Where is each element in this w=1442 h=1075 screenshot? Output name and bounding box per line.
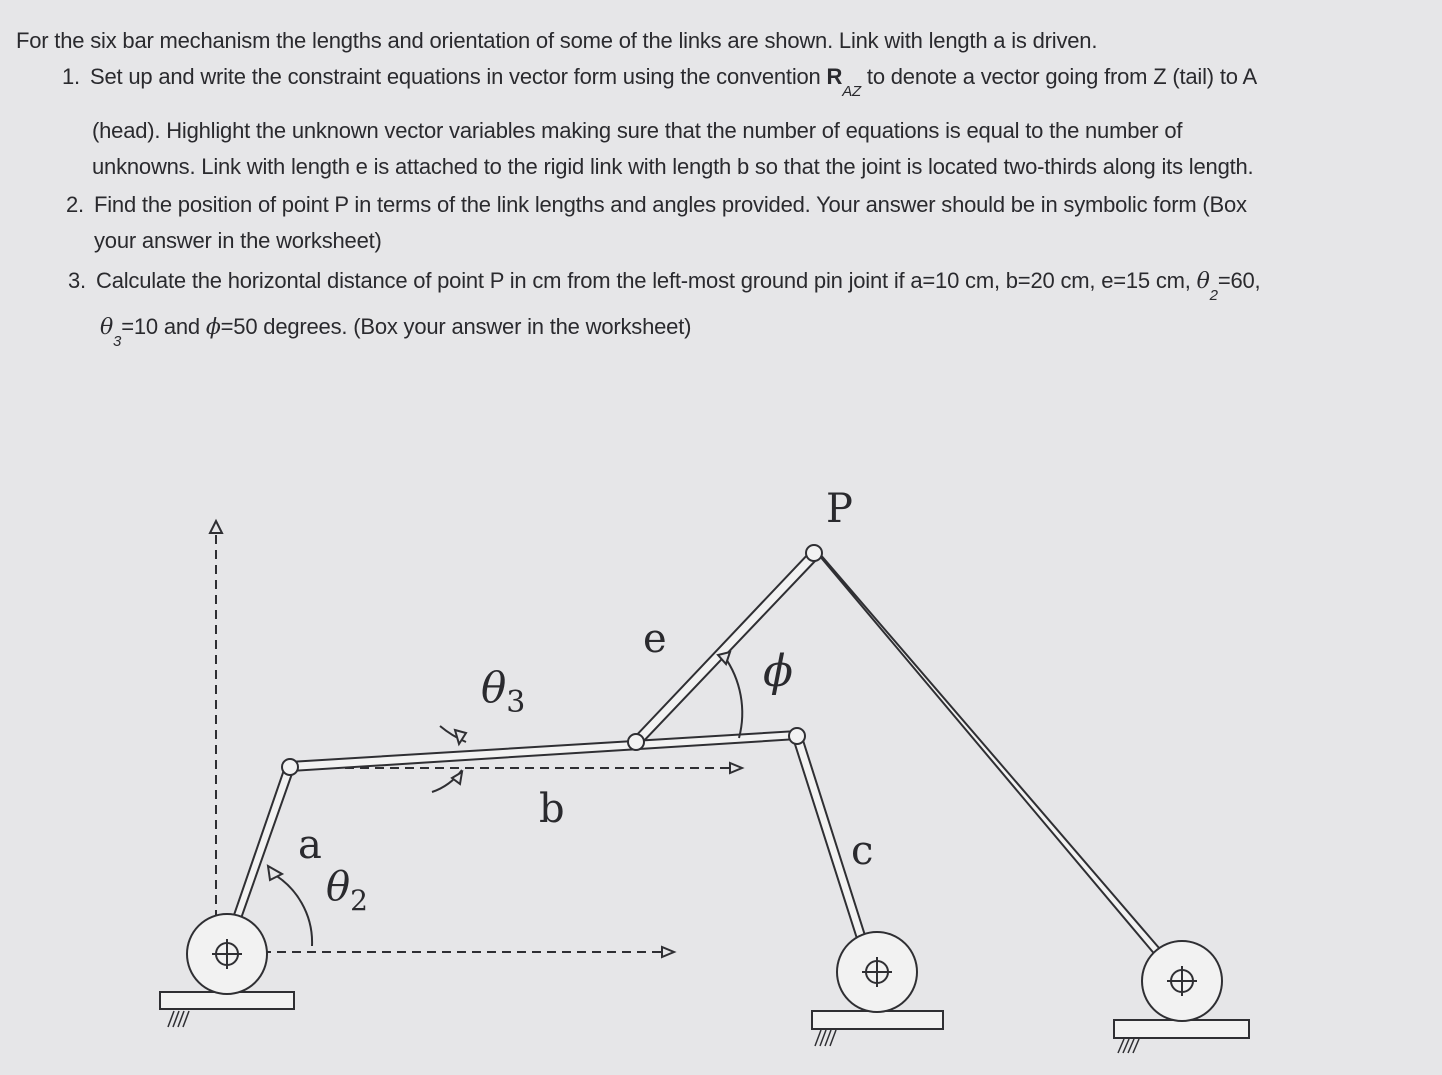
horizontal-reference-arrowhead bbox=[662, 947, 674, 957]
question-2-number: 2. bbox=[66, 192, 84, 217]
question-1-text-b: to denote a vector going from Z (tail) to A bbox=[861, 64, 1257, 89]
ground-hatch-left bbox=[168, 1011, 189, 1027]
label-a: a bbox=[298, 822, 322, 868]
theta-symbol: θ bbox=[1196, 269, 1210, 294]
label-phi: ϕ bbox=[763, 646, 793, 697]
phi-symbol: ϕ bbox=[205, 315, 221, 340]
coupler-reference-arrowhead bbox=[730, 763, 742, 773]
link-b bbox=[289, 731, 798, 771]
joint-b-c bbox=[789, 728, 805, 744]
question-3-text-a: Calculate the horizontal distance of point P in cm from the left-most ground pin joint if a=10 cm, b=20 cm, e=15 cm, bbox=[96, 268, 1197, 293]
question-1-line-2: (head). Highlight the unknown vector variables making sure that the number of equations is equal to the number of bbox=[92, 118, 1183, 143]
question-3-number: 3. bbox=[68, 268, 86, 293]
ground-hatch-right bbox=[1118, 1039, 1139, 1053]
problem-intro: For the six bar mechanism the lengths and orientation of some of the links are shown. Link with length a is driven. bbox=[16, 28, 1098, 53]
question-2-text: Find the position of point P in terms of the link lengths and angles provided. Your answer should be in symbolic form (Box bbox=[94, 192, 1247, 217]
question-2-line-2: your answer in the worksheet) bbox=[94, 228, 382, 253]
label-c: c bbox=[851, 828, 874, 874]
theta3-arrowhead-bottom bbox=[452, 772, 462, 784]
label-theta2 bbox=[326, 864, 368, 917]
question-1-text-a: Set up and write the constraint equations in vector form using the convention bbox=[90, 64, 827, 89]
label-e: e bbox=[643, 616, 667, 662]
question-3-text-d: =50 degrees. (Box your answer in the worksheet) bbox=[220, 314, 692, 339]
vector-notation: R bbox=[826, 64, 843, 89]
label-theta3-subscript: 3 bbox=[506, 685, 526, 720]
label-b: b bbox=[539, 786, 565, 832]
ground-base-right bbox=[1114, 1020, 1249, 1038]
vertical-reference-arrowhead bbox=[210, 521, 222, 533]
label-theta2-symbol: θ bbox=[326, 864, 351, 910]
theta-symbol-2: θ bbox=[100, 315, 114, 340]
question-3-text-c: =10 and bbox=[121, 314, 206, 339]
label-p: P bbox=[826, 486, 853, 532]
question-1-number: 1. bbox=[62, 64, 80, 89]
joint-p bbox=[806, 545, 822, 561]
phi-arc bbox=[724, 656, 742, 738]
vector-notation-subscript: AZ bbox=[842, 83, 861, 100]
theta2-arc bbox=[270, 872, 312, 946]
link-output bbox=[813, 548, 1184, 982]
theta-3-subscript: 3 bbox=[113, 333, 122, 350]
label-theta2-subscript: 2 bbox=[350, 884, 368, 917]
label-theta3 bbox=[481, 663, 525, 720]
ground-hatch-middle bbox=[815, 1030, 836, 1046]
theta-2-subscript: 2 bbox=[1209, 287, 1218, 304]
question-1-line-3: unknowns. Link with length e is attached to the rigid link with length b so that the joint is located two-thirds along its length. bbox=[92, 154, 1254, 179]
joint-a-b bbox=[282, 759, 298, 775]
ground-base-middle bbox=[812, 1011, 943, 1029]
question-3-text-b: =60, bbox=[1217, 268, 1261, 293]
label-theta3-symbol: θ bbox=[481, 663, 507, 712]
joint-b-e bbox=[628, 734, 644, 750]
